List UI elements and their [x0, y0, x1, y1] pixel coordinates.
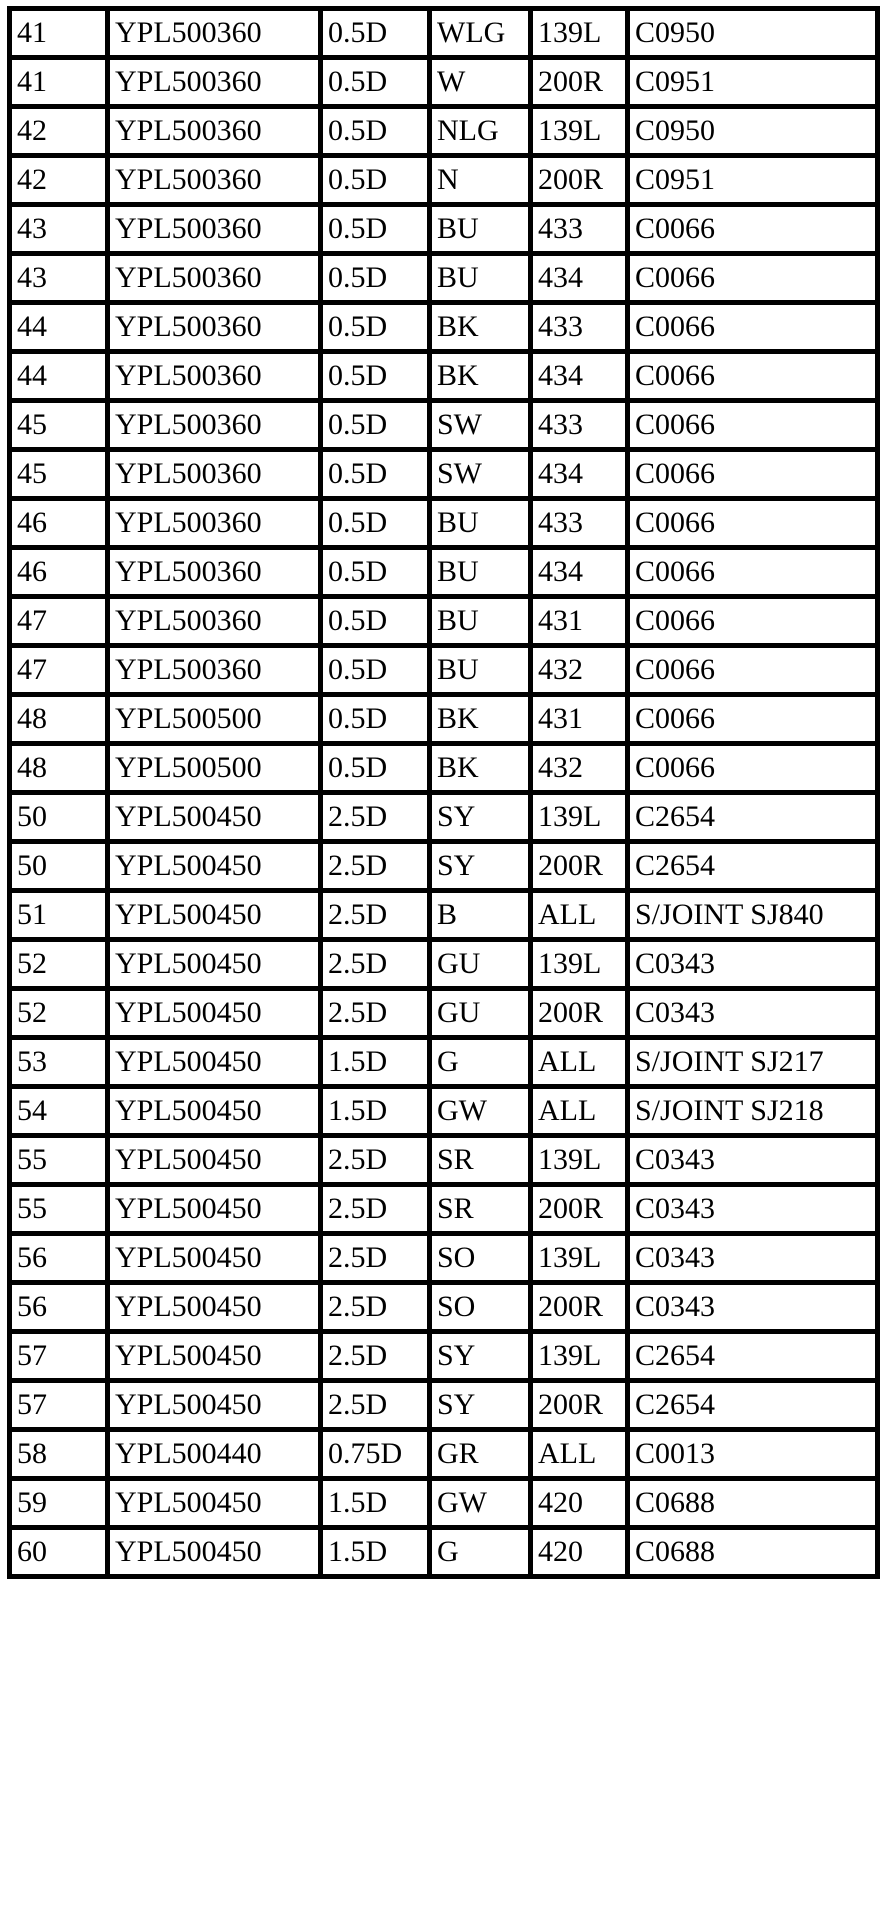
table-cell: 2.5D — [321, 1234, 430, 1283]
table-cell: BU — [430, 646, 531, 695]
table-cell: SO — [430, 1234, 531, 1283]
table-cell: WLG — [430, 9, 531, 58]
table-cell: C0688 — [628, 1479, 878, 1528]
table-cell: YPL500450 — [108, 1332, 321, 1381]
table-cell: C0066 — [628, 205, 878, 254]
table-cell: YPL500360 — [108, 156, 321, 205]
table-cell: YPL500500 — [108, 695, 321, 744]
table-cell: 139L — [531, 1332, 628, 1381]
table-cell: C0950 — [628, 9, 878, 58]
table-cell: YPL500450 — [108, 842, 321, 891]
table-cell: YPL500450 — [108, 989, 321, 1038]
table-cell: 45 — [10, 450, 108, 499]
table-cell: 0.5D — [321, 695, 430, 744]
table-cell: 139L — [531, 793, 628, 842]
table-cell: 0.5D — [321, 156, 430, 205]
table-cell: 2.5D — [321, 891, 430, 940]
table-cell: 43 — [10, 254, 108, 303]
table-cell: C0066 — [628, 597, 878, 646]
table-cell: 47 — [10, 646, 108, 695]
table-cell: BU — [430, 254, 531, 303]
table-cell: 1.5D — [321, 1528, 430, 1577]
table-cell: YPL500360 — [108, 352, 321, 401]
table-cell: C0688 — [628, 1528, 878, 1577]
table-cell: 59 — [10, 1479, 108, 1528]
table-cell: YPL500450 — [108, 1283, 321, 1332]
table-row — [10, 1332, 878, 1381]
table-cell: C0066 — [628, 744, 878, 793]
table-cell: 2.5D — [321, 940, 430, 989]
table-cell: 45 — [10, 401, 108, 450]
table-cell: 50 — [10, 793, 108, 842]
table-cell: GR — [430, 1430, 531, 1479]
table-cell: S/JOINT SJ840 — [628, 891, 878, 940]
table-cell: GW — [430, 1087, 531, 1136]
table-cell: SW — [430, 450, 531, 499]
table-row — [10, 1234, 878, 1283]
table-cell: C2654 — [628, 793, 878, 842]
table-cell: 54 — [10, 1087, 108, 1136]
table-cell: 41 — [10, 58, 108, 107]
table-cell: YPL500450 — [108, 793, 321, 842]
table-cell: 2.5D — [321, 989, 430, 1038]
table-row — [10, 303, 878, 352]
table-row — [10, 1430, 878, 1479]
table-row — [10, 1528, 878, 1577]
table-cell: YPL500360 — [108, 499, 321, 548]
table-cell: 41 — [10, 9, 108, 58]
table-cell: 52 — [10, 940, 108, 989]
table-cell: 200R — [531, 58, 628, 107]
table-cell: SW — [430, 401, 531, 450]
table-cell: 139L — [531, 9, 628, 58]
table-cell: 431 — [531, 597, 628, 646]
table-cell: C0066 — [628, 548, 878, 597]
table-row — [10, 1087, 878, 1136]
table-cell: 0.5D — [321, 744, 430, 793]
table-cell: 139L — [531, 107, 628, 156]
table-cell: BU — [430, 597, 531, 646]
table-cell: C0066 — [628, 450, 878, 499]
table-cell: YPL500360 — [108, 548, 321, 597]
table-row — [10, 1381, 878, 1430]
table-row — [10, 646, 878, 695]
table-cell: 44 — [10, 303, 108, 352]
table-row — [10, 695, 878, 744]
table-cell: 55 — [10, 1185, 108, 1234]
table-row — [10, 989, 878, 1038]
table-cell: C0066 — [628, 695, 878, 744]
table-cell: 46 — [10, 499, 108, 548]
table-cell: 200R — [531, 842, 628, 891]
table-cell: 200R — [531, 1283, 628, 1332]
table-cell: 2.5D — [321, 1283, 430, 1332]
table-cell: 56 — [10, 1283, 108, 1332]
table-cell: G — [430, 1528, 531, 1577]
table-cell: 0.5D — [321, 597, 430, 646]
table-cell: YPL500450 — [108, 891, 321, 940]
table-cell: ALL — [531, 891, 628, 940]
table-cell: 2.5D — [321, 842, 430, 891]
table-row — [10, 156, 878, 205]
table-row — [10, 548, 878, 597]
table-cell: C0343 — [628, 1185, 878, 1234]
table-cell: 0.5D — [321, 254, 430, 303]
table-cell: 2.5D — [321, 1136, 430, 1185]
table-cell: BU — [430, 548, 531, 597]
table-row — [10, 940, 878, 989]
table-cell: 52 — [10, 989, 108, 1038]
table-cell: ALL — [531, 1038, 628, 1087]
table-cell: 433 — [531, 205, 628, 254]
table-cell: YPL500500 — [108, 744, 321, 793]
table-cell: 432 — [531, 744, 628, 793]
table-cell: N — [430, 156, 531, 205]
table-cell: GU — [430, 989, 531, 1038]
table-cell: 60 — [10, 1528, 108, 1577]
table-row — [10, 597, 878, 646]
table-cell: 53 — [10, 1038, 108, 1087]
table-cell: YPL500360 — [108, 9, 321, 58]
table-cell: 200R — [531, 989, 628, 1038]
table-row — [10, 450, 878, 499]
table-cell: 0.5D — [321, 58, 430, 107]
table-cell: 420 — [531, 1479, 628, 1528]
table-row — [10, 401, 878, 450]
table-cell: 433 — [531, 401, 628, 450]
table-cell: C0013 — [628, 1430, 878, 1479]
table-cell: 0.5D — [321, 303, 430, 352]
table-cell: YPL500360 — [108, 205, 321, 254]
table-row — [10, 1283, 878, 1332]
table-cell: YPL500360 — [108, 254, 321, 303]
table-cell: BK — [430, 744, 531, 793]
table-cell: BK — [430, 303, 531, 352]
table-cell: 0.5D — [321, 548, 430, 597]
table-row — [10, 499, 878, 548]
table-cell: C0066 — [628, 401, 878, 450]
table-cell: NLG — [430, 107, 531, 156]
table-cell: SY — [430, 793, 531, 842]
table-cell: YPL500440 — [108, 1430, 321, 1479]
table-cell: 1.5D — [321, 1479, 430, 1528]
table-row — [10, 9, 878, 58]
table-cell: C0066 — [628, 352, 878, 401]
table-cell: SY — [430, 1381, 531, 1430]
table-cell: 56 — [10, 1234, 108, 1283]
table-cell: YPL500450 — [108, 940, 321, 989]
table-row — [10, 1185, 878, 1234]
table-cell: C2654 — [628, 1332, 878, 1381]
table-cell: C2654 — [628, 842, 878, 891]
table-cell: C0343 — [628, 1234, 878, 1283]
table-cell: 58 — [10, 1430, 108, 1479]
table-row — [10, 352, 878, 401]
table-cell: YPL500450 — [108, 1234, 321, 1283]
table-cell: YPL500360 — [108, 58, 321, 107]
table-cell: 0.5D — [321, 9, 430, 58]
table-cell: 0.5D — [321, 352, 430, 401]
table-cell: 57 — [10, 1381, 108, 1430]
table-cell: C0343 — [628, 940, 878, 989]
table-cell: YPL500450 — [108, 1136, 321, 1185]
table-cell: 2.5D — [321, 1332, 430, 1381]
table-cell: C0066 — [628, 646, 878, 695]
table-cell: C0066 — [628, 303, 878, 352]
table-cell: 1.5D — [321, 1038, 430, 1087]
table-cell: 42 — [10, 156, 108, 205]
table-cell: 139L — [531, 1136, 628, 1185]
table-cell: 0.5D — [321, 499, 430, 548]
table-cell: 0.5D — [321, 107, 430, 156]
table-cell: C0951 — [628, 156, 878, 205]
table-cell: C0343 — [628, 1283, 878, 1332]
table-cell: B — [430, 891, 531, 940]
table-cell: 2.5D — [321, 793, 430, 842]
table-cell: 139L — [531, 1234, 628, 1283]
table-cell: 48 — [10, 744, 108, 793]
table-cell: C0066 — [628, 254, 878, 303]
table-cell: 48 — [10, 695, 108, 744]
table-row — [10, 254, 878, 303]
table-cell: 200R — [531, 1381, 628, 1430]
table-cell: YPL500360 — [108, 597, 321, 646]
table-cell: BK — [430, 695, 531, 744]
table-row — [10, 1136, 878, 1185]
table-cell: ALL — [531, 1430, 628, 1479]
table-cell: 434 — [531, 548, 628, 597]
table-cell: YPL500450 — [108, 1185, 321, 1234]
table-cell: 0.5D — [321, 450, 430, 499]
table-cell: S/JOINT SJ217 — [628, 1038, 878, 1087]
table-cell: YPL500360 — [108, 646, 321, 695]
table-row — [10, 891, 878, 940]
table-cell: C0343 — [628, 989, 878, 1038]
table-cell: 51 — [10, 891, 108, 940]
table-cell: 0.75D — [321, 1430, 430, 1479]
table-cell: 1.5D — [321, 1087, 430, 1136]
table-cell: 433 — [531, 303, 628, 352]
table-cell: 200R — [531, 156, 628, 205]
table-cell: 200R — [531, 1185, 628, 1234]
table-cell: YPL500360 — [108, 450, 321, 499]
table-cell: C0343 — [628, 1136, 878, 1185]
table-cell: YPL500450 — [108, 1087, 321, 1136]
table-cell: C0066 — [628, 499, 878, 548]
table-cell: 0.5D — [321, 646, 430, 695]
table-cell: YPL500450 — [108, 1479, 321, 1528]
table-cell: SR — [430, 1185, 531, 1234]
table-cell: 47 — [10, 597, 108, 646]
table-cell: SY — [430, 1332, 531, 1381]
table-cell: 55 — [10, 1136, 108, 1185]
table-cell: YPL500450 — [108, 1381, 321, 1430]
table-cell: GU — [430, 940, 531, 989]
table-cell: 431 — [531, 695, 628, 744]
table-row — [10, 1479, 878, 1528]
wire-data-table — [7, 6, 880, 1579]
table-cell: 42 — [10, 107, 108, 156]
table-row — [10, 744, 878, 793]
table-cell: GW — [430, 1479, 531, 1528]
table-cell: 139L — [531, 940, 628, 989]
table-row — [10, 793, 878, 842]
table-cell: YPL500360 — [108, 107, 321, 156]
table-cell: 44 — [10, 352, 108, 401]
table-cell: 434 — [531, 450, 628, 499]
table-cell: 434 — [531, 254, 628, 303]
table-cell: 0.5D — [321, 205, 430, 254]
table-cell: SO — [430, 1283, 531, 1332]
table-cell: YPL500450 — [108, 1528, 321, 1577]
table-cell: 2.5D — [321, 1185, 430, 1234]
table-cell: W — [430, 58, 531, 107]
table-cell: SR — [430, 1136, 531, 1185]
table-cell: ALL — [531, 1087, 628, 1136]
table-cell: YPL500360 — [108, 401, 321, 450]
table-cell: 2.5D — [321, 1381, 430, 1430]
table-cell: 46 — [10, 548, 108, 597]
table-cell: 434 — [531, 352, 628, 401]
table-cell: 43 — [10, 205, 108, 254]
table-row — [10, 1038, 878, 1087]
table-row — [10, 107, 878, 156]
table-cell: BU — [430, 205, 531, 254]
table-cell: BU — [430, 499, 531, 548]
table-cell: C2654 — [628, 1381, 878, 1430]
table-cell: 432 — [531, 646, 628, 695]
table-cell: BK — [430, 352, 531, 401]
table-cell: 433 — [531, 499, 628, 548]
table-cell: YPL500360 — [108, 303, 321, 352]
table-cell: C0950 — [628, 107, 878, 156]
table-cell: 50 — [10, 842, 108, 891]
table-row — [10, 205, 878, 254]
table-cell: SY — [430, 842, 531, 891]
table-cell: C0951 — [628, 58, 878, 107]
table-cell: 0.5D — [321, 401, 430, 450]
table-row — [10, 842, 878, 891]
table-body — [10, 9, 878, 1577]
table-row — [10, 58, 878, 107]
table-cell: G — [430, 1038, 531, 1087]
table-cell: 420 — [531, 1528, 628, 1577]
table-cell: YPL500450 — [108, 1038, 321, 1087]
table-cell: S/JOINT SJ218 — [628, 1087, 878, 1136]
table-cell: 57 — [10, 1332, 108, 1381]
